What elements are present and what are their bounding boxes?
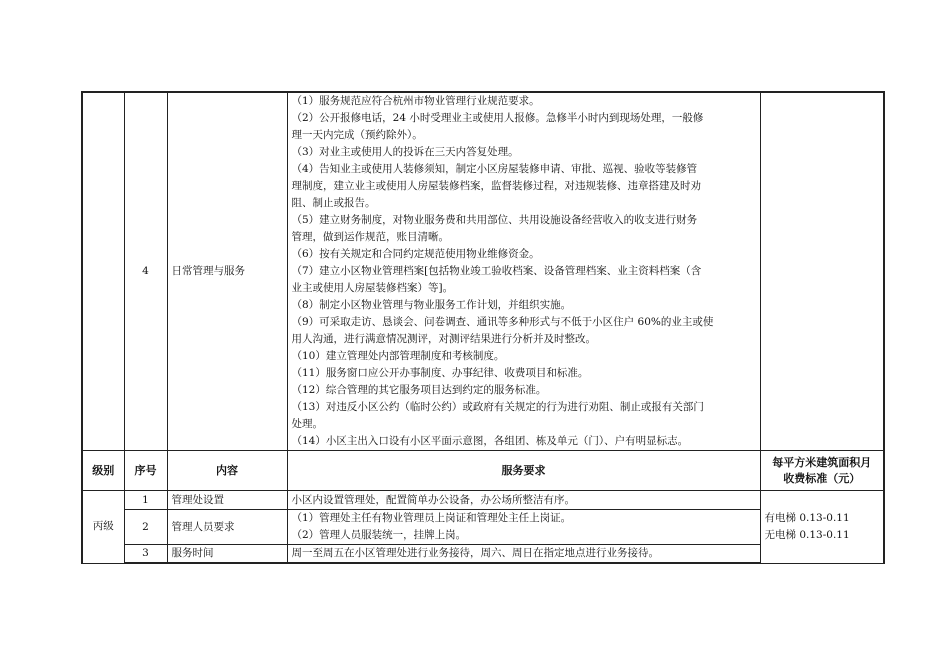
- seq-cell: 2: [124, 510, 167, 545]
- header-level: 级别: [82, 451, 124, 491]
- requirement-line: 用人沟通，进行满意情况测评，对测评结果进行分析并及时整改。: [291, 333, 596, 345]
- requirement-line: 业主或使用人房屋装修档案）等]。: [291, 282, 454, 294]
- requirement-line: （12）综合管理的其它服务项目达到约定的服务标准。: [291, 384, 547, 396]
- fee-cell-grade-c: [760, 491, 884, 564]
- requirement-cell: [287, 510, 760, 545]
- requirement-line: （1）管理处主任有物业管理员上岗证和管理处主任上岗证。: [291, 512, 572, 524]
- service-standard-table: [81, 91, 885, 564]
- requirement-line: 管理，做到运作规范，账目清晰。: [291, 231, 449, 243]
- requirement-line: （3）对业主或使用人的投诉在三天内答复处理。: [291, 146, 519, 158]
- header-seq: 序号: [124, 451, 167, 491]
- requirement-cell: 小区内设置管理处，配置简单办公设备，办公场所整洁有序。: [287, 491, 760, 510]
- table-header-row: [82, 451, 884, 491]
- requirement-line: 阻、制止或报告。: [291, 197, 376, 209]
- content-cell: 管理人员要求: [167, 510, 287, 545]
- fee-no-elevator: 无电梯 0.13-0.11: [764, 528, 850, 541]
- header-fee-line1: 每平方米建筑面积月: [772, 455, 872, 469]
- requirement-line: （1）服务规范应符合杭州市物业管理行业规范要求。: [291, 95, 540, 107]
- requirement-line: 处理。: [291, 418, 323, 430]
- requirement-line: （11）服务窗口应公开办事制度、办事纪律、收费项目和标准。: [291, 367, 589, 379]
- seq-cell: 4: [124, 92, 167, 451]
- level-cell-grade-c: 丙级: [82, 491, 124, 564]
- requirement-line: （6）按有关规定和合同约定规范使用物业维修资金。: [291, 248, 540, 260]
- table-row-section-4: [82, 92, 884, 451]
- header-requirement: 服务要求: [287, 451, 760, 491]
- requirement-line: （13）对违反小区公约（临时公约）或政府有关规定的行为进行劝阻、制止或报有关部门: [291, 401, 704, 413]
- requirement-line: 理制度，建立业主或使用人房屋装修档案，监督装修过程，对违规装修、违章搭建及时劝: [291, 180, 701, 192]
- content-cell: 日常管理与服务: [167, 92, 287, 451]
- requirement-line: （2）管理人员服装统一，挂牌上岗。: [291, 529, 467, 541]
- requirement-line: （10）建立管理处内部管理制度和考核制度。: [291, 350, 505, 362]
- seq-cell: 3: [124, 545, 167, 564]
- level-cell-empty: [82, 92, 124, 451]
- requirement-line: 理一天内完成（预约除外）。: [291, 129, 423, 141]
- requirement-line: （2）公开报修电话，24 小时受理业主或使用人报修。急修半小时内到现场处理，一般修: [291, 112, 704, 124]
- header-content: 内容: [167, 451, 287, 491]
- fee-cell-empty: [760, 92, 884, 451]
- header-fee: [760, 451, 884, 491]
- content-cell: 服务时间: [167, 545, 287, 564]
- content-cell: 管理处设置: [167, 491, 287, 510]
- requirement-cell: [287, 92, 760, 451]
- fee-elevator: 有电梯 0.13-0.11: [764, 511, 850, 524]
- requirement-line: （5）建立财务制度，对物业服务费和共用部位、共用设施设备经营收入的收支进行财务: [291, 214, 698, 226]
- header-fee-line2: 收费标准（元）: [783, 471, 861, 485]
- requirement-cell: 周一至周五在小区管理处进行业务接待，周六、周日在指定地点进行业务接待。: [287, 545, 760, 564]
- seq-cell: 1: [124, 491, 167, 510]
- requirement-line: （4）告知业主或使用人装修须知，制定小区房屋装修申请、审批、巡视、验收等装修管: [291, 163, 698, 175]
- requirement-line: （9）可采取走访、恳谈会、问卷调查、通讯等多种形式与不低于小区住户 60%的业主或使: [291, 316, 714, 328]
- requirement-line: （8）制定小区物业管理与物业服务工作计划，并组织实施。: [291, 299, 572, 311]
- table-row-grade-c-1: [82, 491, 884, 510]
- requirement-line: （7）建立小区物业管理档案[包括物业竣工验收档案、设备管理档案、业主资料档案（含: [291, 265, 702, 277]
- requirement-line: （14）小区主出入口设有小区平面示意图，各组团、栋及单元（门）、户有明显标志。: [291, 435, 689, 447]
